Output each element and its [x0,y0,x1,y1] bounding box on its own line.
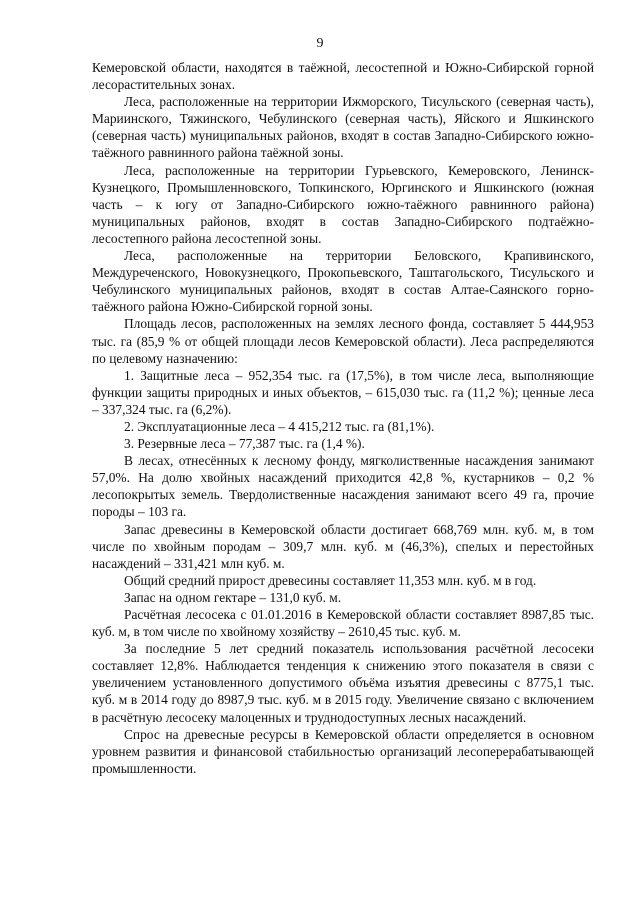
paragraph: В лесах, отнесённых к лесному фонду, мягколиственные насаждения занимают 57,0%. На долю хвойных насаждений приходится 42,8 %, кустарников – 0,2 % лесопокрытых земель. Твердолиственные насаждения занимают всего 49 га, прочие породы – 103 га. [92,453,594,520]
page-number: 9 [316,36,324,51]
paragraph: Расчётная лесосека с 01.01.2016 в Кемеровской области составляет 8987,85 тыс. куб. м, в том числе по хвойному хозяйству – 2610,45 тыс. куб. м. [92,607,594,640]
paragraph: 2. Эксплуатационные леса – 4 415,212 тыс. га (81,1%). [124,418,435,434]
paragraph: Площадь лесов, расположенных на землях лесного фонда, составляет 5 444,953 тыс. га (85,9 % от общей площади лесов Кемеровской области). Леса распределяются по целевому назначению: [92,316,594,366]
paragraph: Общий средний прирост древесины составляет 11,353 млн. куб. м в год. [124,572,537,588]
paragraph: 1. Защитные леса – 952,354 тыс. га (17,5%), в том числе леса, выполняющие функции защиты природных и иных объектов, – 615,030 тыс. га (11,2 %); ценные леса – 337,324 тыс. га (6,2%). [92,367,594,417]
paragraph: Спрос на древесные ресурсы в Кемеровской области определяется в основном уровнем развития и финансовой стабильностью организаций лесоперерабатывающей промышленности. [92,726,594,776]
paragraph: Леса, расположенные на территории Беловского, Крапивинского, Междуреченского, Новокузнецкого, Прокопьевского, Таштагольского, Тисульского и Чебулинского муниципальных районов, входят в состав Алтае-Саянского горно-таёжного района Южно-Сибирской горной зоны. [92,248,594,315]
paragraph: Леса, расположенные на территории Ижморского, Тисульского (северная часть), Мариинского, Тяжинского, Чебулинского (северная часть), Яйского и Яшкинского (северная часть) муниципальных районов, входят в состав Западно-Сибирского южно-таёжного равнинного района таёжной зоны. [92,94,594,161]
paragraph: Запас на одном гектаре – 131,0 куб. м. [124,589,342,605]
paragraph: Леса, расположенные на территории Гурьевского, Кемеровского, Ленинск-Кузнецкого, Промышленновского, Топкинского, Юргинского и Яшкинского (южная часть – к югу от Западно-Сибирского южно-таёжного равнинного района) муниципальных районов, входят в состав Западно-Сибирского подтаёжно-лесостепного района лесостепной зоны. [92,162,594,246]
paragraph: 3. Резервные леса – 77,387 тыс. га (1,4 %). [124,436,365,452]
document-body [92,59,594,777]
paragraph: Запас древесины в Кемеровской области достигает 668,769 млн. куб. м, в том числе по хвойным породам – 309,7 млн. куб. м (46,3%), спелых и перестойных насаждений – 331,421 млн куб. м. [92,521,594,571]
paragraph: Кемеровской области, находятся в таёжной, лесостепной и Южно-Сибирской горной лесорастительных зонах. [92,60,594,93]
paragraph: За последние 5 лет средний показатель использования расчётной лесосеки составляет 12,8%. Наблюдается тенденция к снижению этого показателя в связи с увеличением установленного допустимого объёма изъятия древесины с 8775,1 тыс. куб. м в 2014 году до 8987,9 тыс. куб. м в 2015 году. Увеличение связано с включением в расчётную лесосеку малоценных и труднодоступных лесных насаждений. [92,641,594,725]
